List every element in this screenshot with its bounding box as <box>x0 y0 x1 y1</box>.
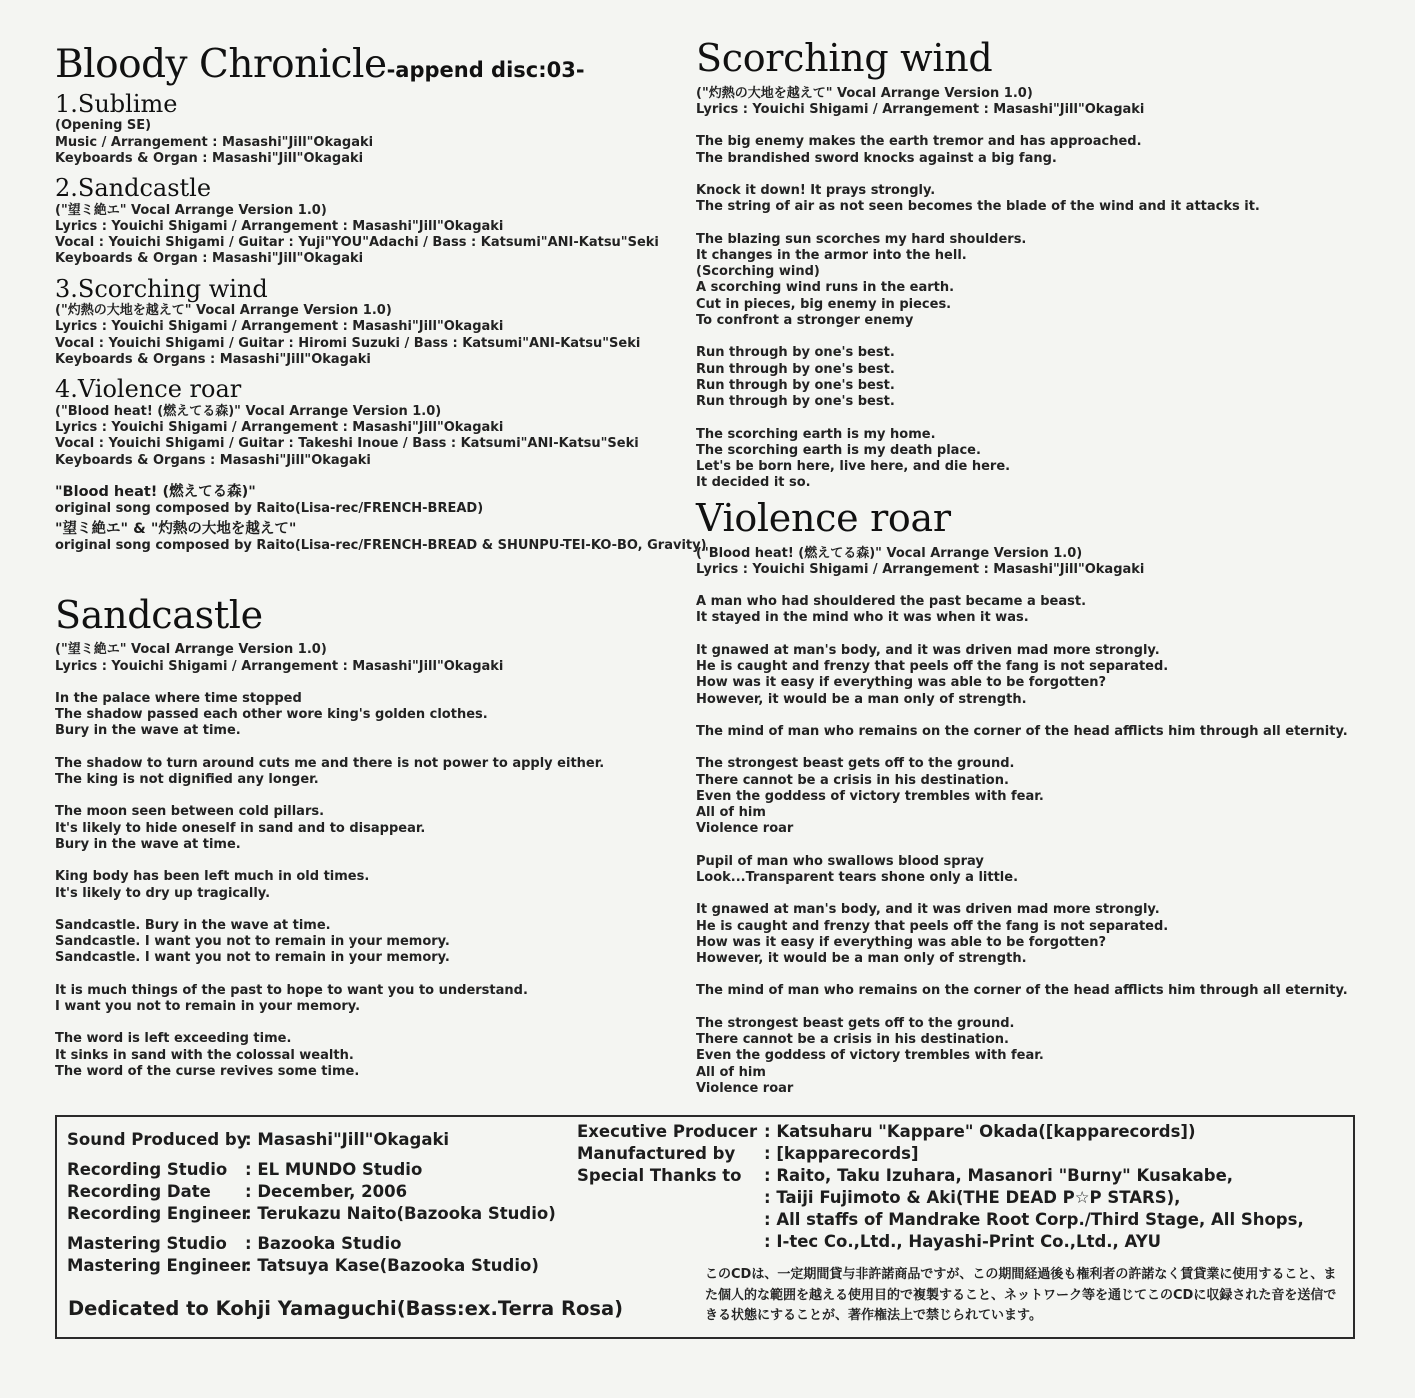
credits-left-group-1 <box>67 1129 449 1151</box>
lyric-line: The strongest beast gets off to the ground. <box>696 1015 1015 1031</box>
copyright-notice: このCDは、一定期間貸与非許諾商品ですが、この期間経過後も権利者の許諾なく賃貸業に使用すること、また個人的な範囲を越える使用目的で複製すること、ネットワーク等を通じてこのCDに収録された音を送信できる状態にすることが、著作権法上で禁じられています。 <box>705 1267 1337 1323</box>
credit-label: Manufactured by <box>577 1144 736 1163</box>
lyric-line: Let's be born here, live here, and die here. <box>696 459 1011 475</box>
lyric-stanza <box>696 427 1356 492</box>
credit-value: : December, 2006 <box>245 1182 408 1201</box>
lyric-line: The mind of man who remains on the corner of the head afflicts him through all eternity. <box>696 723 1348 739</box>
credit-value: : Raito, Taku Izuhara, Masanori "Burny" Kusakabe, <box>764 1166 1234 1185</box>
section-credit-line: ("灼熱の大地を越えて" Vocal Arrange Version 1.0) <box>696 85 1033 101</box>
credit-line: Keyboards & Organ : Masashi"Jill"Okagaki <box>55 150 364 166</box>
lyric-line: The word is left exceeding time. <box>55 1031 292 1047</box>
credit-row <box>67 1233 539 1255</box>
lyric-line: Knock it down! It prays strongly. <box>696 182 936 198</box>
credit-label: Mastering Engineer <box>67 1256 250 1275</box>
lyric-stanza <box>696 724 1356 740</box>
lyric-line: (Scorching wind) <box>696 264 820 280</box>
credit-row <box>577 1143 1304 1165</box>
lyric-stanza <box>696 643 1356 708</box>
lyric-line: Pupil of man who swallows blood spray <box>696 853 984 869</box>
lyric-stanza <box>696 232 1356 330</box>
lyric-line: It sinks in sand with the colossal wealth. <box>55 1047 354 1063</box>
lyrics-sandcastle <box>55 592 675 1081</box>
credit-row <box>67 1129 449 1151</box>
credit-label: Mastering Studio <box>67 1234 227 1253</box>
credit-row <box>577 1165 1304 1187</box>
credits-left-group-2 <box>67 1159 556 1225</box>
lyric-line: Violence roar <box>696 1080 794 1096</box>
credit-value: : Katsuharu "Kappare" Okada([kapparecords]) <box>764 1122 1196 1141</box>
lyric-line: The king is not dignified any longer. <box>55 772 319 788</box>
lyric-line: The word of the curse revives some time. <box>55 1063 360 1079</box>
lyric-line: In the palace where time stopped <box>55 690 302 706</box>
credits-right-group <box>577 1121 1304 1253</box>
section-credit-line: ("Blood heat! (燃えてる森)" Vocal Arrange Version 1.0) <box>696 545 1083 561</box>
lyric-line: The strongest beast gets off to the ground. <box>696 756 1015 772</box>
lyric-line: Cut in pieces, big enemy in pieces. <box>696 296 952 312</box>
lyric-line: All of him <box>696 1064 766 1080</box>
lyric-stanza <box>696 983 1356 999</box>
credit-label: Executive Producer <box>577 1122 758 1141</box>
section-title: Scorching wind <box>696 36 993 80</box>
track-credit <box>55 91 675 167</box>
original-song-title: "望ミ絶エ" & "灼熱の大地を越えて" <box>55 521 297 538</box>
credit-label: Recording Date <box>67 1182 211 1201</box>
lyric-line: How was it easy if everything was able to be forgotten? <box>696 675 1107 691</box>
credit-line: Music / Arrangement : Masashi"Jill"Okagaki <box>55 134 374 150</box>
lyrics-scorching-wind <box>696 38 1356 492</box>
credit-label: Recording Studio <box>67 1160 228 1179</box>
lyric-line: It is much things of the past to hope to want you to understand. <box>55 982 528 998</box>
album-title <box>55 44 675 87</box>
lyric-line: Violence roar <box>696 821 794 837</box>
lyric-line: Bury in the wave at time. <box>55 836 241 852</box>
credit-label: Recording Engineer <box>67 1204 250 1223</box>
credit-value: : Terukazu Naito(Bazooka Studio) <box>245 1204 556 1223</box>
track-credit <box>55 276 675 369</box>
credit-label: Sound Produced by <box>67 1130 248 1149</box>
lyric-stanza <box>55 756 675 789</box>
lyric-stanza <box>55 804 675 853</box>
credit-value: : [kapparecords] <box>764 1144 919 1163</box>
section-title: Violence roar <box>696 495 951 540</box>
credit-line: Vocal : Youichi Shigami / Guitar : Takeshi Inoue / Bass : Katsumi"ANI-Katsu"Seki <box>55 436 639 452</box>
track-title: 2.Sandcastle <box>55 174 212 203</box>
credits-left-group-3 <box>67 1233 539 1277</box>
section-credit-line: ("望ミ絶エ" Vocal Arrange Version 1.0) <box>55 642 327 658</box>
credit-line: Lyrics : Youichi Shigami / Arrangement : Masashi"Jill"Okagaki <box>55 218 504 234</box>
lyric-stanza <box>55 983 675 1016</box>
lyric-line: It's likely to hide oneself in sand and to disappear. <box>55 820 426 836</box>
credit-line: Lyrics : Youichi Shigami / Arrangement : Masashi"Jill"Okagaki <box>55 319 504 335</box>
credit-row <box>577 1231 1304 1253</box>
lyric-line: A man who had shouldered the past became a beast. <box>696 594 1087 610</box>
lyric-line: There cannot be a crisis in his destination. <box>696 772 1009 788</box>
credit-line: Vocal : Youichi Shigami / Guitar : Hiromi Suzuki / Bass : Katsumi"ANI-Katsu"Seki <box>55 335 641 351</box>
credit-line: ("望ミ絶エ" Vocal Arrange Version 1.0) <box>55 202 327 218</box>
track-credit <box>55 376 675 469</box>
lyric-line: A scorching wind runs in the earth. <box>696 280 955 296</box>
lyric-stanza <box>696 134 1356 167</box>
lyric-line: The scorching earth is my home. <box>696 426 936 442</box>
original-song-notes <box>55 483 707 555</box>
lyric-line: The scorching earth is my death place. <box>696 442 981 458</box>
credit-row <box>67 1181 556 1203</box>
section-title: Sandcastle <box>55 592 263 637</box>
credit-value: : I-tec Co.,Ltd., Hayashi-Print Co.,Ltd., AYU <box>764 1232 1162 1251</box>
credit-row <box>67 1255 539 1277</box>
credit-row <box>577 1187 1304 1209</box>
lyrics-violence-roar <box>696 495 1356 1098</box>
credit-value: : Taiji Fujimoto & Aki(THE DEAD P☆P STARS), <box>764 1188 1181 1207</box>
lyric-line: There cannot be a crisis in his destination. <box>696 1032 1009 1048</box>
lyric-line: I want you not to remain in your memory. <box>55 999 361 1015</box>
lyric-line: The big enemy makes the earth tremor and has approached. <box>696 134 1142 150</box>
lyric-line: It changes in the armor into the hell. <box>696 247 967 263</box>
credit-line: Keyboards & Organs : Masashi"Jill"Okagaki <box>55 452 371 468</box>
lyric-line: Sandcastle. I want you not to remain in your memory. <box>55 950 450 966</box>
lyric-line: Run through by one's best. <box>696 377 895 393</box>
lyric-line: The mind of man who remains on the corner of the head afflicts him through all eternity. <box>696 983 1348 999</box>
credit-line: (Opening SE) <box>55 118 152 134</box>
lyric-stanza <box>696 345 1356 410</box>
lyric-line: It decided it so. <box>696 475 811 491</box>
lyric-line: The blazing sun scorches my hard shoulders. <box>696 231 1027 247</box>
lyric-line: Look...Transparent tears shone only a little. <box>696 869 1019 885</box>
original-song-title: "Blood heat! (燃えてる森)" <box>55 483 256 500</box>
credit-row <box>67 1203 556 1225</box>
lyric-stanza <box>696 902 1356 967</box>
credit-line: ("Blood heat! (燃えてる森)" Vocal Arrange Version 1.0) <box>55 403 442 419</box>
lyric-line: Sandcastle. Bury in the wave at time. <box>55 917 331 933</box>
lyric-stanza <box>55 1031 675 1080</box>
lyric-line: To confront a stronger enemy <box>696 313 914 329</box>
credit-line: Lyrics : Youichi Shigami / Arrangement : Masashi"Jill"Okagaki <box>55 420 504 436</box>
credit-line: Vocal : Youichi Shigami / Guitar : Yuji"YOU"Adachi / Bass : Katsumi"ANI-Katsu"Seki <box>55 235 659 251</box>
lyric-line: It gnawed at man's body, and it was driven mad more strongly. <box>696 642 1160 658</box>
lyric-line: Sandcastle. I want you not to remain in your memory. <box>55 934 450 950</box>
album-title-text: Bloody Chronicle <box>55 42 387 87</box>
lyric-stanza <box>696 594 1356 627</box>
dedication: Dedicated to Kohji Yamaguchi(Bass:ex.Terra Rosa) <box>68 1297 624 1320</box>
credit-value: : Tatsuya Kase(Bazooka Studio) <box>245 1256 539 1275</box>
section-credit-line: Lyrics : Youichi Shigami / Arrangement : Masashi"Jill"Okagaki <box>55 658 504 674</box>
lyric-line: All of him <box>696 805 766 821</box>
section-credit-line: Lyrics : Youichi Shigami / Arrangement : Masashi"Jill"Okagaki <box>696 561 1145 577</box>
lyric-stanza <box>55 691 675 740</box>
lyric-line: King body has been left much in old times. <box>55 869 370 885</box>
lyric-line: The brandished sword knocks against a big fang. <box>696 150 1057 166</box>
production-credits-box <box>55 1115 1355 1339</box>
lyric-line: Run through by one's best. <box>696 394 895 410</box>
track-title: 3.Scorching wind <box>55 274 268 303</box>
lyric-line: The shadow to turn around cuts me and there is not power to apply either. <box>55 755 605 771</box>
lyric-stanza <box>696 756 1356 837</box>
track-credit <box>55 175 675 268</box>
lyric-stanza <box>696 1016 1356 1097</box>
credit-line: Keyboards & Organ : Masashi"Jill"Okagaki <box>55 251 364 267</box>
credit-row <box>577 1209 1304 1231</box>
lyric-line: However, it would be a man only of strength. <box>696 951 1027 967</box>
section-credit-line: Lyrics : Youichi Shigami / Arrangement : Masashi"Jill"Okagaki <box>696 102 1145 118</box>
lyric-line: It stayed in the mind who it was when it was. <box>696 610 1029 626</box>
lyric-line: He is caught and frenzy that peels off the fang is not separated. <box>696 659 1169 675</box>
lyric-line: The shadow passed each other wore king's golden clothes. <box>55 707 488 723</box>
lyric-line: It gnawed at man's body, and it was driven mad more strongly. <box>696 902 1160 918</box>
credit-row <box>67 1159 556 1181</box>
lyric-line: However, it would be a man only of strength. <box>696 691 1027 707</box>
track-title: 1.Sublime <box>55 89 178 118</box>
original-song-line: original song composed by Raito(Lisa-rec/FRENCH-BREAD) <box>55 500 484 516</box>
left-column <box>55 42 707 1080</box>
lyric-line: Run through by one's best. <box>696 345 895 361</box>
credit-line: ("灼熱の大地を越えて" Vocal Arrange Version 1.0) <box>55 303 392 319</box>
lyric-line: Run through by one's best. <box>696 361 895 377</box>
lyric-line: Even the goddess of victory trembles with fear. <box>696 788 1044 804</box>
credit-label: Special Thanks to <box>577 1166 742 1185</box>
credit-value: : EL MUNDO Studio <box>245 1160 423 1179</box>
album-subtitle: -append disc:03- <box>386 58 585 82</box>
original-song-line: original song composed by Raito(Lisa-rec/FRENCH-BREAD & SHUNPU-TEI-KO-BO, Gravity) <box>55 538 707 554</box>
credit-row <box>577 1121 1304 1143</box>
lyric-line: Even the goddess of victory trembles with fear. <box>696 1048 1044 1064</box>
credit-line: Keyboards & Organs : Masashi"Jill"Okagaki <box>55 352 371 368</box>
lyric-stanza <box>55 869 675 902</box>
lyric-line: It's likely to dry up tragically. <box>55 885 271 901</box>
lyric-line: Bury in the wave at time. <box>55 723 241 739</box>
credit-value: : Bazooka Studio <box>245 1234 402 1253</box>
credit-value: : Masashi"Jill"Okagaki <box>245 1130 450 1149</box>
lyric-line: He is caught and frenzy that peels off the fang is not separated. <box>696 918 1169 934</box>
track-title: 4.Violence roar <box>55 375 242 404</box>
lyric-line: The string of air as not seen becomes the blade of the wind and it attacks it. <box>696 199 1260 215</box>
lyric-stanza <box>55 918 675 967</box>
lyric-stanza <box>696 854 1356 887</box>
right-column <box>696 38 1356 1097</box>
lyric-line: The moon seen between cold pillars. <box>55 804 325 820</box>
credit-value: : All staffs of Mandrake Root Corp./Third Stage, All Shops, <box>764 1210 1304 1229</box>
lyric-stanza <box>696 183 1356 216</box>
lyric-line: How was it easy if everything was able to be forgotten? <box>696 934 1107 950</box>
